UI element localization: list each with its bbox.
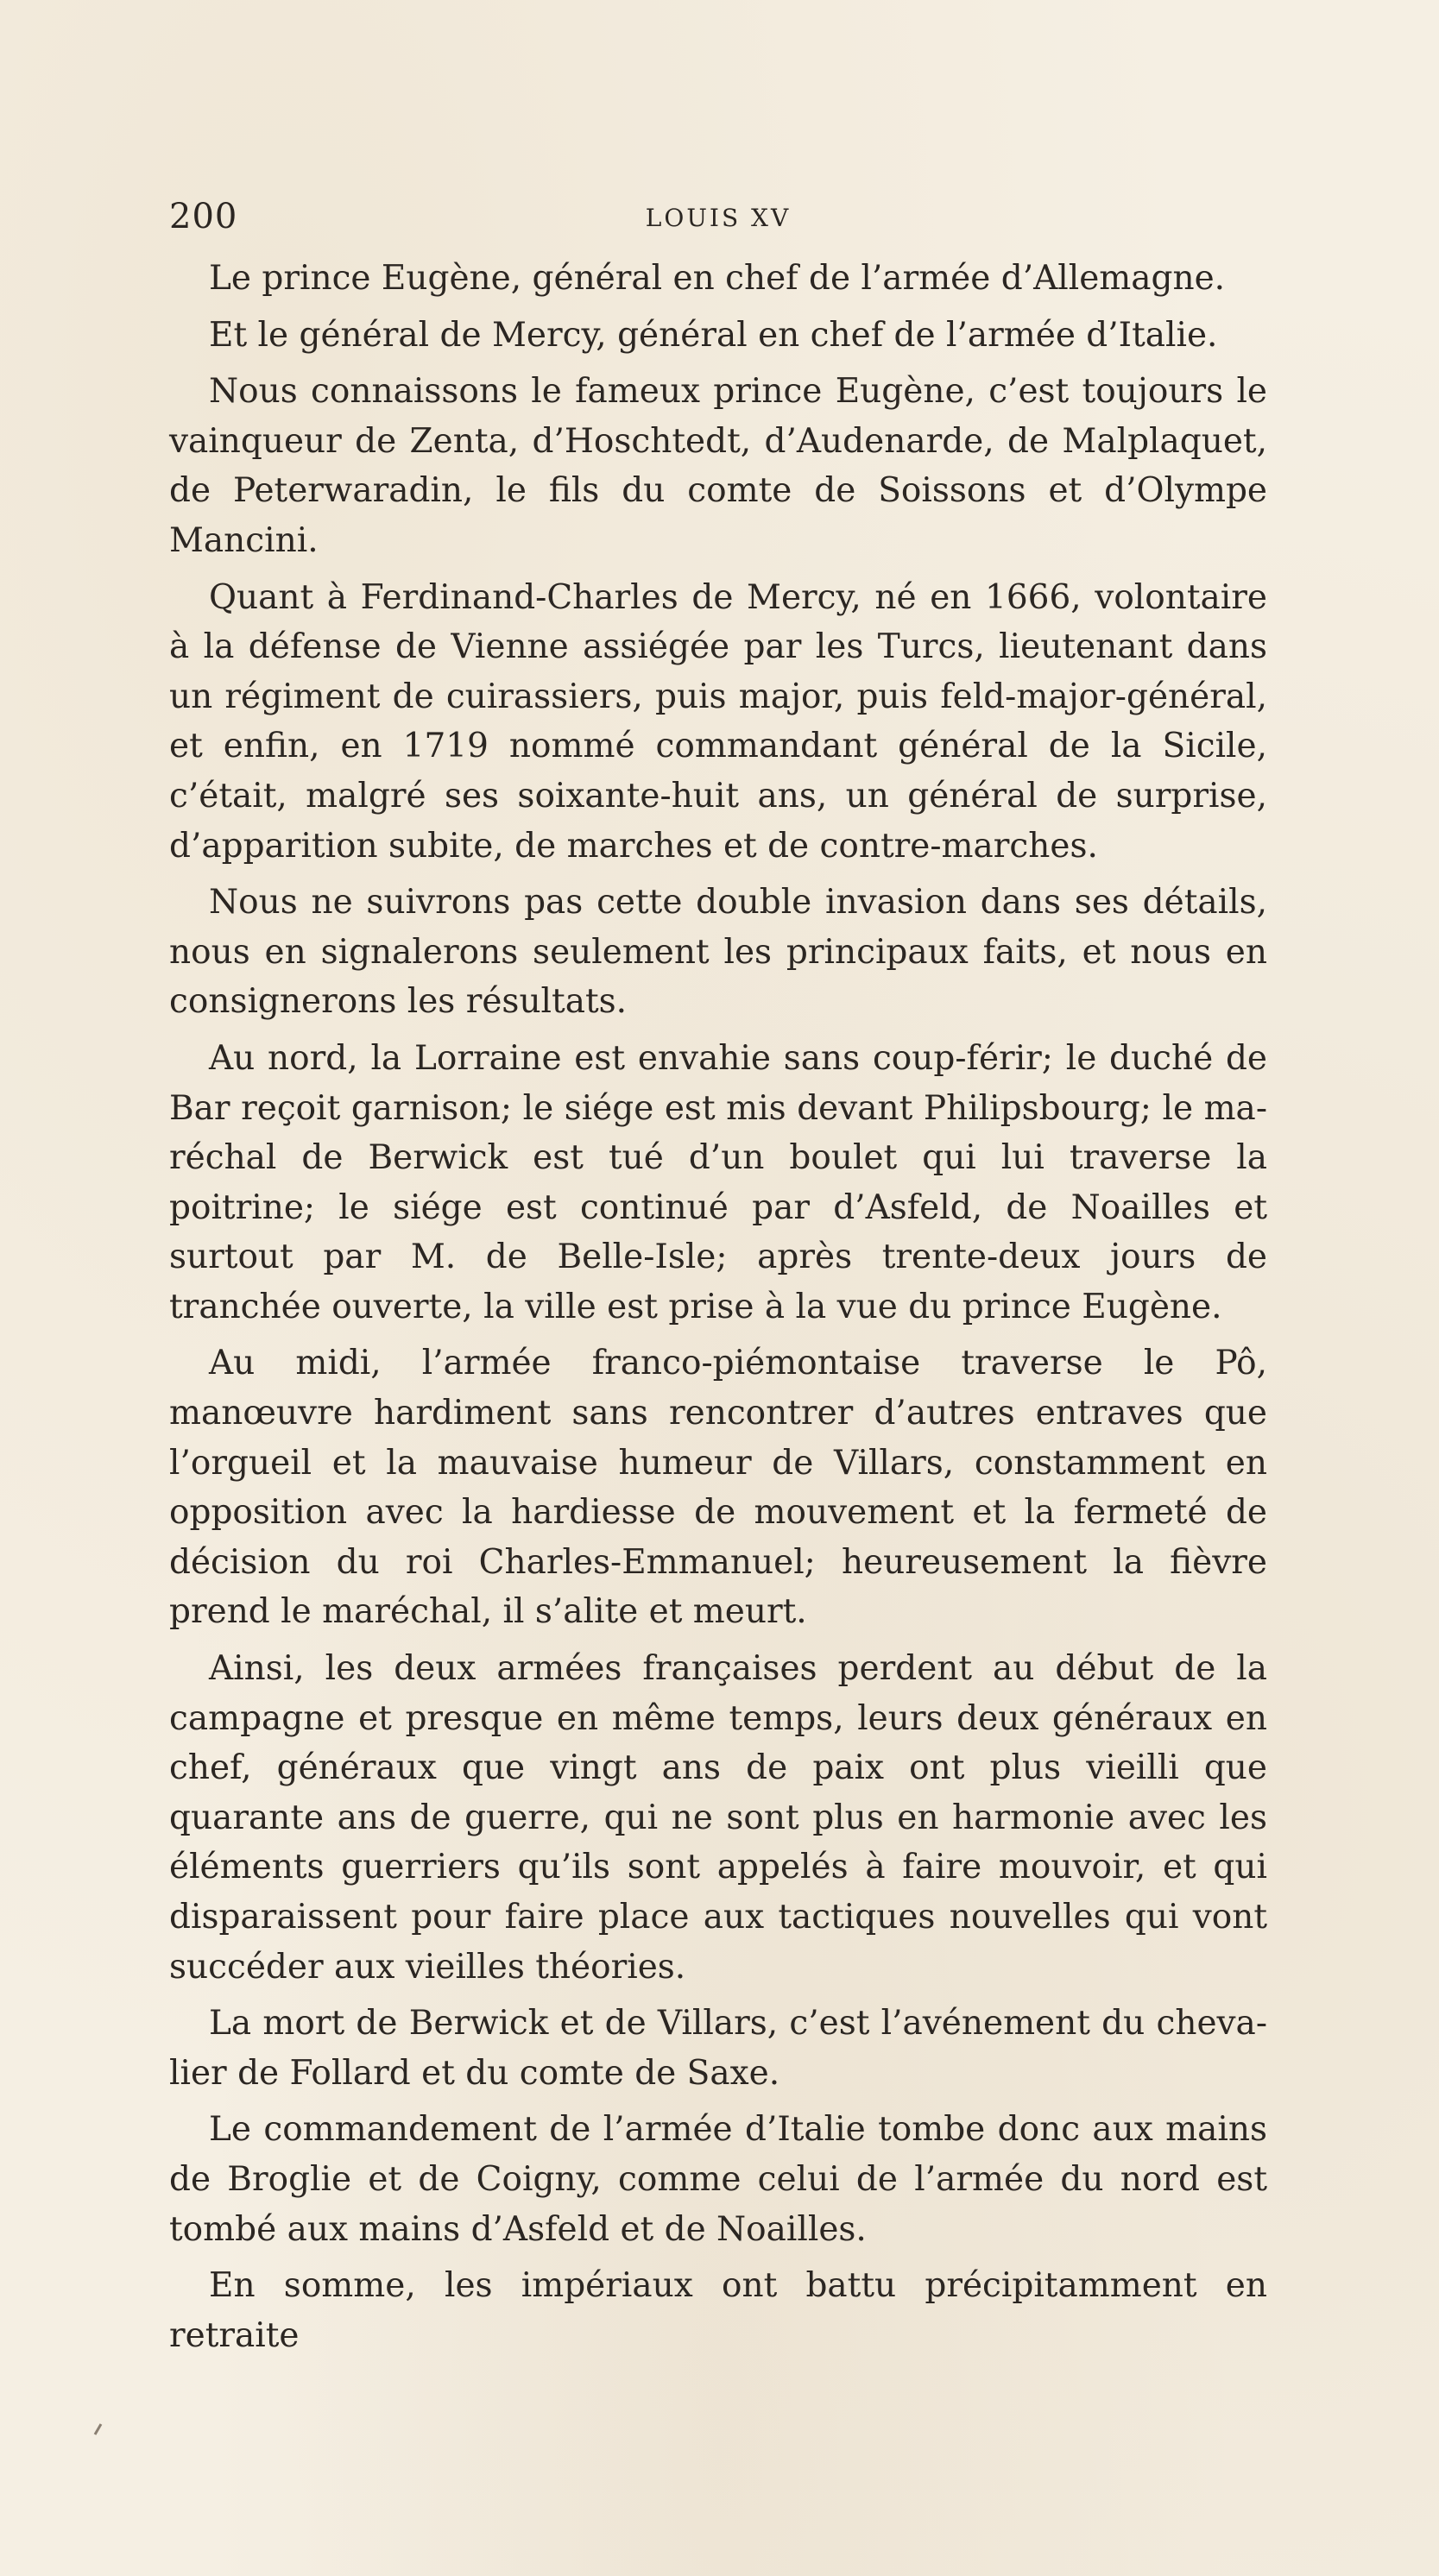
- paragraph: Le prince Eugène, général en chef de l’armée d’Allemagne.: [209, 259, 1226, 298]
- paragraph: Et le général de Mercy, général en chef de l’armée d’Italie.: [209, 315, 1218, 355]
- stray-ink-mark: [94, 2423, 103, 2435]
- paragraph: Ainsi, les deux armées françaises perdent au début de la campagne et presque en même temps, leurs deux généraux en chef, généraux que vingt ans de paix ont plus vieilli que quarante ans de guerre, qui ne sont plus en harmonie avec les éléments guerriers qu’ils sont appelés à faire mouvoir, et qui disparaissent pour faire place aux tactiques nouvelles qui vont succéder aux vieilles théories.: [169, 1649, 1267, 1987]
- paragraph: La mort de Berwick et de Villars, c’est l’avénement du chevalier de Follard et du comte de Saxe.: [169, 2004, 1267, 2093]
- paragraph: En somme, les impériaux ont battu précipitamment en retraite: [169, 2266, 1267, 2355]
- running-title: LOUIS XV: [645, 204, 792, 232]
- paragraph: Nous ne suivrons pas cette double invasion dans ses détails, nous en signalerons seulement les principaux faits, et nous en consignerons les résultats.: [169, 883, 1267, 1022]
- running-head: [169, 192, 1267, 243]
- paragraph: Nous connaissons le fameux prince Eugène, c’est toujours le vainqueur de Zenta, d’Hoschtedt, d’Audenarde, de Malplaquet, de Peterwaradin, le fils du comte de Soissons et d’Olympe Mancini.: [169, 372, 1267, 560]
- page-number: 200: [169, 197, 238, 236]
- book-page: [169, 192, 1267, 2367]
- body-text: [169, 254, 1267, 2360]
- paragraph: Au nord, la Lorraine est envahie sans coup-férir; le duché de Bar reçoit garnison; le siége est mis devant Philipsbourg; le maréchal de Berwick est tué d’un boulet qui lui traverse la poitrine; le siége est continué par d’Asfeld, de Noailles et surtout par M. de Belle-Isle; après trente-deux jours de tranchée ouverte, la ville est prise à la vue du prince Eugène.: [169, 1038, 1267, 1326]
- paragraph: Au midi, l’armée franco-piémontaise traverse le Pô, manœuvre hardiment sans rencontrer d’autres entraves que l’orgueil et la mauvaise humeur de Villars, constamment en opposition avec la hardiesse de mouvement et la fermeté de décision du roi Charles-Emmanuel; heureusement la fièvre prend le maréchal, il s’alite et meurt.: [169, 1344, 1267, 1632]
- paragraph: Le commandement de l’armée d’Italie tombe donc aux mains de Broglie et de Coigny, comme celui de l’armée du nord est tombé aux mains d’Asfeld et de Noailles.: [169, 2110, 1267, 2249]
- paragraph: Quant à Ferdinand-Charles de Mercy, né en 1666, volontaire à la défense de Vienne assiégée par les Turcs, lieutenant dans un régiment de cuirassiers, puis major, puis feld-major-général, et enfin, en 1719 nommé commandant général de la Sicile, c’était, malgré ses soixante-huit ans, un général de surprise, d’apparition subite, de marches et de contre-marches.: [169, 577, 1267, 866]
